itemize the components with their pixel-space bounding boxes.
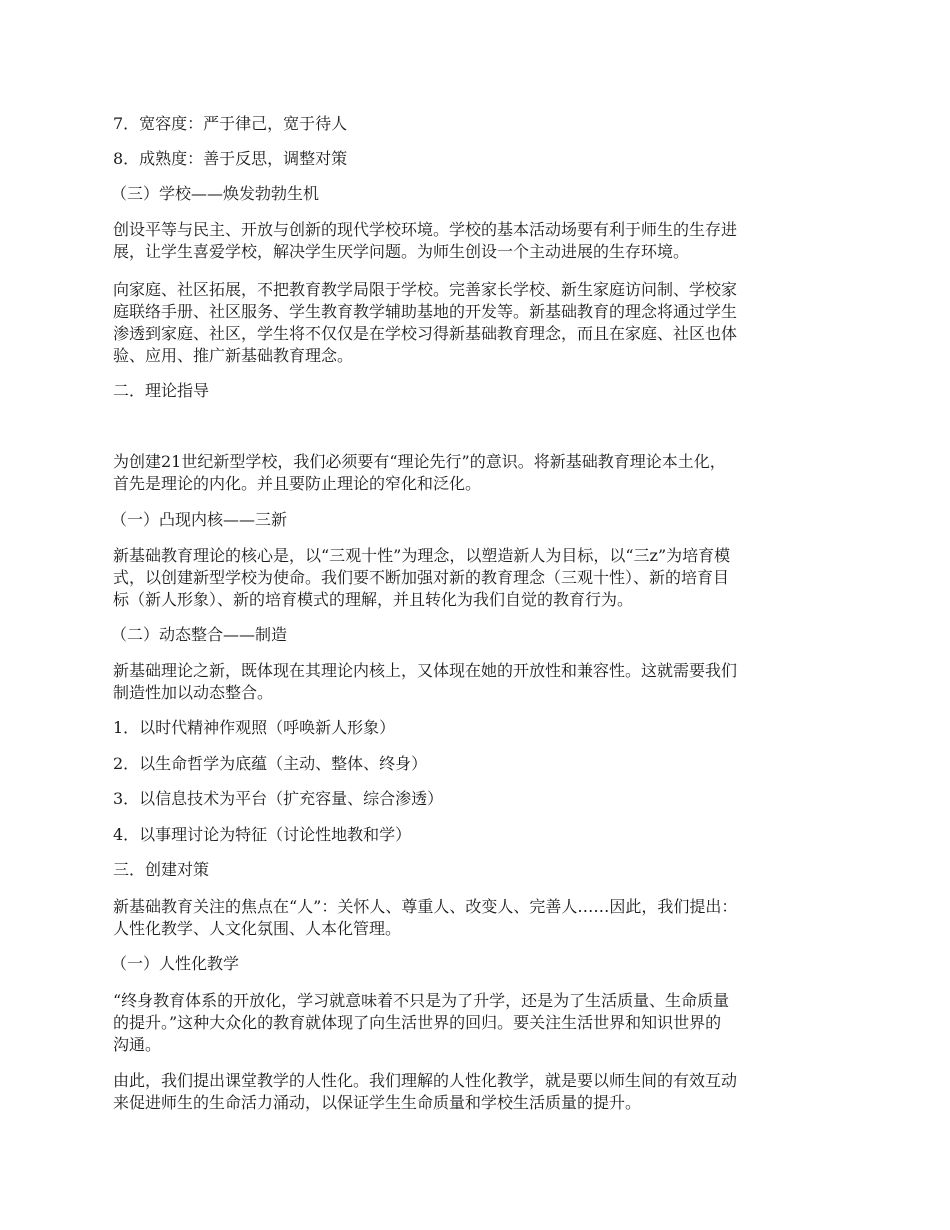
section-heading: （一）凸现内核——三新 <box>111 510 288 529</box>
paragraph-line: 新基础理论之新，既体现在其理论内核上，又体现在她的开放性和兼容性。这就需要我们 <box>113 661 738 680</box>
paragraph-line: 由此，我们提出课堂教学的人性化。我们理解的人性化教学，就是要以师生间的有效互动 <box>113 1071 738 1090</box>
paragraph-line: 创设平等与民主、开放与创新的现代学校环境。学校的基本活动场要有利于师生的生存进 <box>113 220 738 239</box>
section-heading: （三）学校——焕发勃勃生机 <box>111 184 320 203</box>
paragraph-line: 来促进师生的生命活力涌动，以保证学生生命质量和学校生活质量的提升。 <box>113 1093 642 1112</box>
paragraph-line: 展，让学生喜爱学校，解决学生厌学问题。为师生创设一个主动进展的生存环境。 <box>113 242 690 261</box>
paragraph-line: 式，以创建新型学校为使命。我们要不断加强对新的教育理念（三观十性）、新的培育目 <box>113 568 730 587</box>
list-item: 2．以生命哲学为底蕴（主动、整体、终身） <box>113 754 428 773</box>
paragraph-line: 标（新人形象）、新的培育模式的理解，并且转化为我们自觉的教育行为。 <box>113 590 634 609</box>
list-item: 3．以信息技术为平台（扩充容量、综合渗透） <box>113 789 444 808</box>
paragraph-line: 为创建21世纪新型学校，我们必须要有“理论先行”的意识。将新基础教育理论本土化， <box>113 452 726 471</box>
paragraph-line: 的提升。”这种大众化的教育就体现了向生活世界的回归。要关注生活世界和知识世界的 <box>113 1013 722 1032</box>
paragraph-line: 向家庭、社区拓展，不把教育教学局限于学校。完善家长学校、新生家庭访问制、学校家 <box>113 280 738 299</box>
paragraph-line: 制造性加以动态整合。 <box>113 683 274 702</box>
list-item: 8．成熟度：善于反思，调整对策 <box>113 149 348 168</box>
list-item: 4．以事理讨论为特征（讨论性地教和学） <box>113 825 412 844</box>
paragraph-line: 首先是理论的内化。并且要防止理论的窄化和泛化。 <box>113 474 482 493</box>
list-item: 1．以时代精神作观照（呼唤新人形象） <box>113 718 396 737</box>
section-heading: （二）动态整合——制造 <box>111 625 288 644</box>
paragraph-line: 验、应用、推广新基础教育理念。 <box>113 346 354 365</box>
section-heading: 三．创建对策 <box>113 860 210 879</box>
paragraph-line: 渗透到家庭、社区，学生将不仅仅是在学校习得新基础教育理念，而且在家庭、社区也体 <box>113 324 738 343</box>
list-item: 7．宽容度：严于律己，宽于待人 <box>113 114 348 133</box>
paragraph-line: 沟通。 <box>113 1035 162 1054</box>
paragraph-line: 庭联络手册、社区服务、学生教育教学辅助基地的开发等。新基础教育的理念将通过学生 <box>113 302 738 321</box>
paragraph-line: “终身教育体系的开放化，学习就意味着不只是为了升学，还是为了生活质量、生命质量 <box>113 991 730 1010</box>
section-heading: （一）人性化教学 <box>111 954 240 973</box>
section-heading: 二．理论指导 <box>113 381 210 400</box>
paragraph-line: 人性化教学、人文化氛围、人本化管理。 <box>113 919 402 938</box>
paragraph-line: 新基础教育关注的焦点在“人”：关怀人、尊重人、改变人、完善人……因此，我们提出： <box>113 897 738 916</box>
paragraph-line: 新基础教育理论的核心是，以“三观十性”为理念，以塑造新人为目标，以“三z”为培育模 <box>113 546 731 565</box>
